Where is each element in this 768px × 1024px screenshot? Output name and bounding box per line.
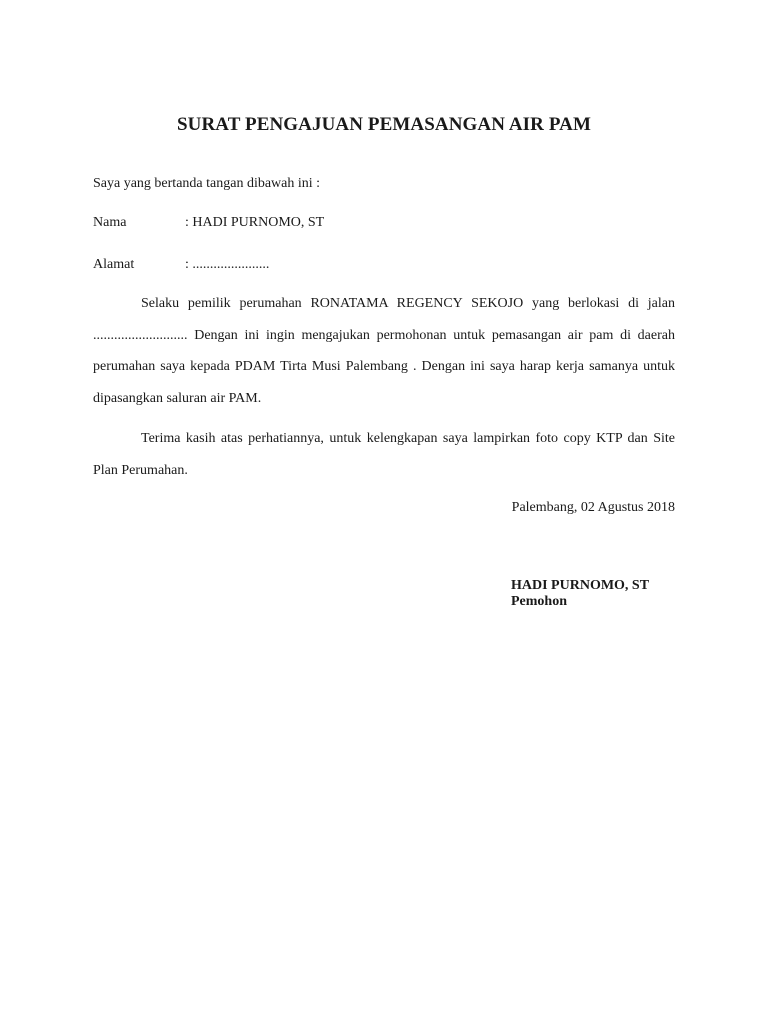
body-paragraph-2: Terima kasih atas perhatiannya, untuk kelengkapan saya lampirkan foto copy KTP dan Site Plan Perumahan. <box>93 431 675 478</box>
intro-text: Saya yang bertanda tangan dibawah ini : <box>93 176 321 191</box>
field-nama <box>93 215 324 231</box>
field-alamat-label: Alamat <box>93 257 135 272</box>
field-nama-value: : HADI PURNOMO, ST <box>185 215 325 230</box>
signer-role: Pemohon <box>511 594 567 609</box>
place-date: Palembang, 02 Agustus 2018 <box>511 500 675 515</box>
signer-name: HADI PURNOMO, ST <box>511 578 650 593</box>
document-title: SURAT PENGAJUAN PEMASANGAN AIR PAM <box>176 114 591 135</box>
field-alamat <box>93 257 269 273</box>
signature-block <box>511 578 649 610</box>
body-paragraph-1: Selaku pemilik perumahan RONATAMA REGENCY SEKOJO yang berlokasi di jalan ........................... Dengan ini ingin mengajukan permohonan untuk pemasangan air pam di daerah perumahan saya kepada PDAM Tirta Musi Palembang . Dengan ini saya harap kerja samanya untuk dipasangkan saluran air PAM. <box>93 296 675 406</box>
field-nama-label: Nama <box>93 215 127 230</box>
field-alamat-value: : ...................... <box>185 257 270 272</box>
